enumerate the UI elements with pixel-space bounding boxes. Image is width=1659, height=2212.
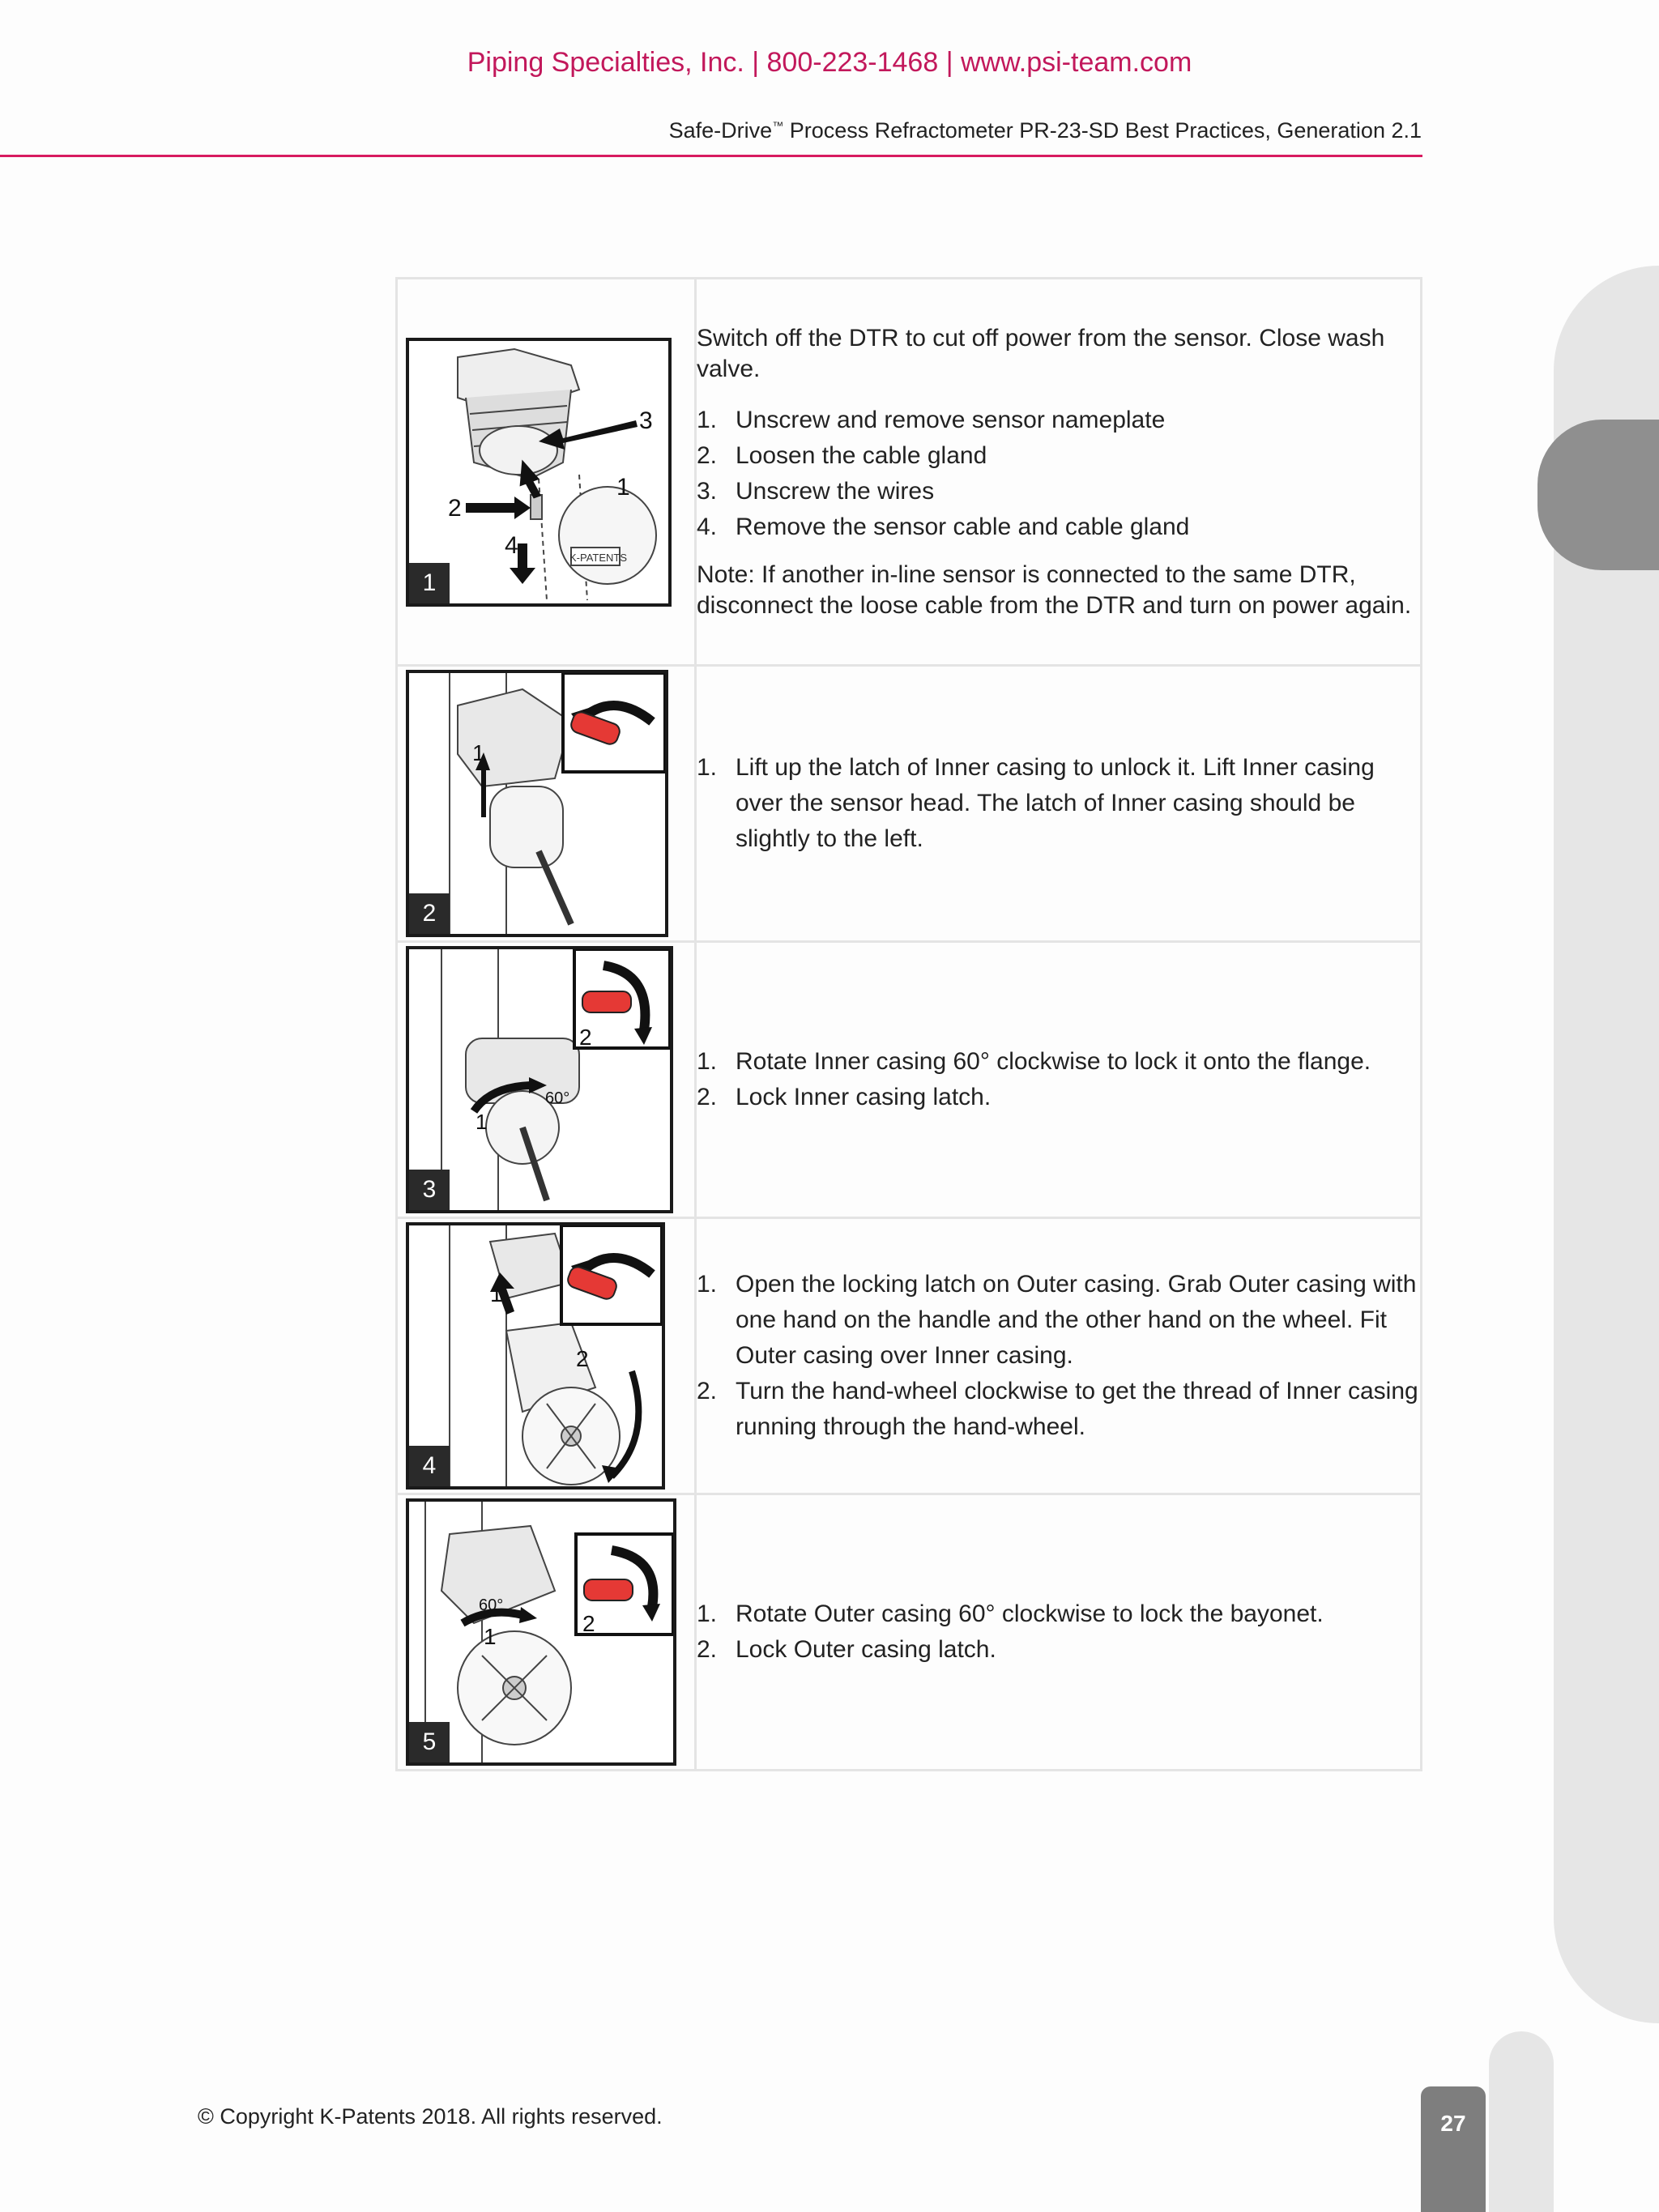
figure-label: 60° <box>545 1089 570 1107</box>
step-row-3 <box>397 942 1422 1218</box>
step-row-2 <box>397 666 1422 942</box>
list-item <box>697 1080 1420 1115</box>
list-item <box>697 1267 1420 1374</box>
procedure-table <box>395 277 1422 1771</box>
list-item <box>697 750 1420 857</box>
figure-label: 4 <box>505 532 518 559</box>
item-text: Remove the sensor cable and cable gland <box>736 513 1190 540</box>
list-item <box>697 1044 1420 1080</box>
item-number: 1. <box>697 406 718 433</box>
item-text: Loosen the cable gland <box>736 441 987 469</box>
item-text: Open the locking latch on Outer casing. Grab Outer casing with one hand on the handle and the other hand on the wheel. Fit Outer casing over Inner casing. <box>736 1271 1417 1369</box>
item-text: Lift up the latch of Inner casing to unlock it. Lift Inner casing over the sensor head. The latch of Inner casing should be slightly to the left. <box>736 754 1375 852</box>
figure-number-badge: 1 <box>409 563 450 603</box>
item-text: Lock Inner casing latch. <box>736 1084 992 1110</box>
trademark-mark: ™ <box>772 119 784 132</box>
step-figure-cell <box>397 666 696 942</box>
item-text: Rotate Outer casing 60° clockwise to lock the bayonet. <box>736 1600 1324 1627</box>
step-note: Note: If another in-line sensor is connected to the same DTR, disconnect the loose cable from the DTR and turn on power again. <box>697 560 1412 619</box>
figure-number-badge: 3 <box>409 1170 450 1210</box>
step-row-5 <box>397 1494 1422 1771</box>
figure-label: 1 <box>490 1281 503 1306</box>
item-text: Unscrew the wires <box>736 477 935 505</box>
list-item <box>697 1632 1420 1668</box>
list-item <box>697 1596 1420 1632</box>
figure-label: 1 <box>616 474 630 501</box>
figure-number-badge: 5 <box>409 1722 450 1762</box>
item-number: 2. <box>697 441 718 469</box>
copyright-notice: © Copyright K-Patents 2018. All rights reserved. <box>198 2104 663 2129</box>
step-list <box>697 750 1420 857</box>
figure-label: 2 <box>582 1611 595 1636</box>
step-figure-cell <box>397 1494 696 1771</box>
step-row-1 <box>397 279 1422 666</box>
company-header: Piping Specialties, Inc. | 800-223-1468 | www.psi-team.com <box>467 47 1192 78</box>
step-list <box>697 1267 1420 1445</box>
document-title <box>669 118 1422 143</box>
figure-label: 1 <box>484 1624 497 1649</box>
step-list <box>697 403 1420 545</box>
step-text-cell <box>696 279 1422 666</box>
page-number-badge <box>1421 2086 1486 2212</box>
item-number: 1. <box>697 1600 718 1627</box>
item-number: 2. <box>697 1378 718 1404</box>
side-section-tab[interactable] <box>1537 420 1659 570</box>
list-item <box>697 1374 1420 1445</box>
step-4-illustration <box>406 1222 665 1490</box>
figure-label: 3 <box>639 407 653 434</box>
step-2-illustration <box>406 670 668 937</box>
step-5-illustration <box>406 1498 676 1766</box>
figure-label: 2 <box>579 1025 592 1050</box>
item-text: Lock Outer casing latch. <box>736 1636 996 1663</box>
list-item <box>697 403 1420 438</box>
item-text: Rotate Inner casing 60° clockwise to lock it onto the flange. <box>736 1048 1371 1075</box>
figure-label: 2 <box>576 1346 589 1371</box>
step-3-illustration <box>406 946 673 1213</box>
step-figure-cell <box>397 942 696 1218</box>
list-item <box>697 438 1420 474</box>
step-list <box>697 1596 1420 1668</box>
doc-title-rest: Process Refractometer PR-23-SD Best Practices, Generation 2.1 <box>783 118 1422 143</box>
step-row-4 <box>397 1218 1422 1494</box>
step-intro: Switch off the DTR to cut off power from the sensor. Close wash valve. <box>697 324 1385 382</box>
item-number: 2. <box>697 1636 718 1663</box>
item-number: 3. <box>697 477 718 505</box>
item-number: 1. <box>697 1271 718 1298</box>
figure-label: 1 <box>476 1110 488 1134</box>
item-text: Unscrew and remove sensor nameplate <box>736 406 1166 433</box>
page-number: 27 <box>1440 2111 1466 2136</box>
step-text-cell <box>696 942 1422 1218</box>
page-edge-strip <box>1489 2031 1554 2212</box>
figure-label: 60° <box>479 1596 504 1614</box>
step-list <box>697 1044 1420 1115</box>
header-divider <box>0 155 1422 157</box>
list-item <box>697 509 1420 545</box>
figure-label: 1 <box>472 740 485 765</box>
step-figure-cell <box>397 279 696 666</box>
item-number: 2. <box>697 1084 718 1110</box>
doc-title-prefix: Safe-Drive <box>668 118 773 143</box>
step-figure-cell <box>397 1218 696 1494</box>
list-item <box>697 474 1420 509</box>
item-number: 1. <box>697 754 718 781</box>
step-1-illustration <box>406 338 672 607</box>
step-text-cell <box>696 1494 1422 1771</box>
figure-number-badge: 2 <box>409 893 450 934</box>
step-text-cell <box>696 1218 1422 1494</box>
nameplate-logo: K-PATENTS <box>569 552 628 564</box>
item-text: Turn the hand-wheel clockwise to get the thread of Inner casing running through the hand-wheel. <box>736 1378 1418 1440</box>
figure-number-badge: 4 <box>409 1446 450 1486</box>
item-number: 4. <box>697 513 718 540</box>
figure-label: 2 <box>448 495 462 522</box>
item-number: 1. <box>697 1048 718 1075</box>
step-text-cell <box>696 666 1422 942</box>
